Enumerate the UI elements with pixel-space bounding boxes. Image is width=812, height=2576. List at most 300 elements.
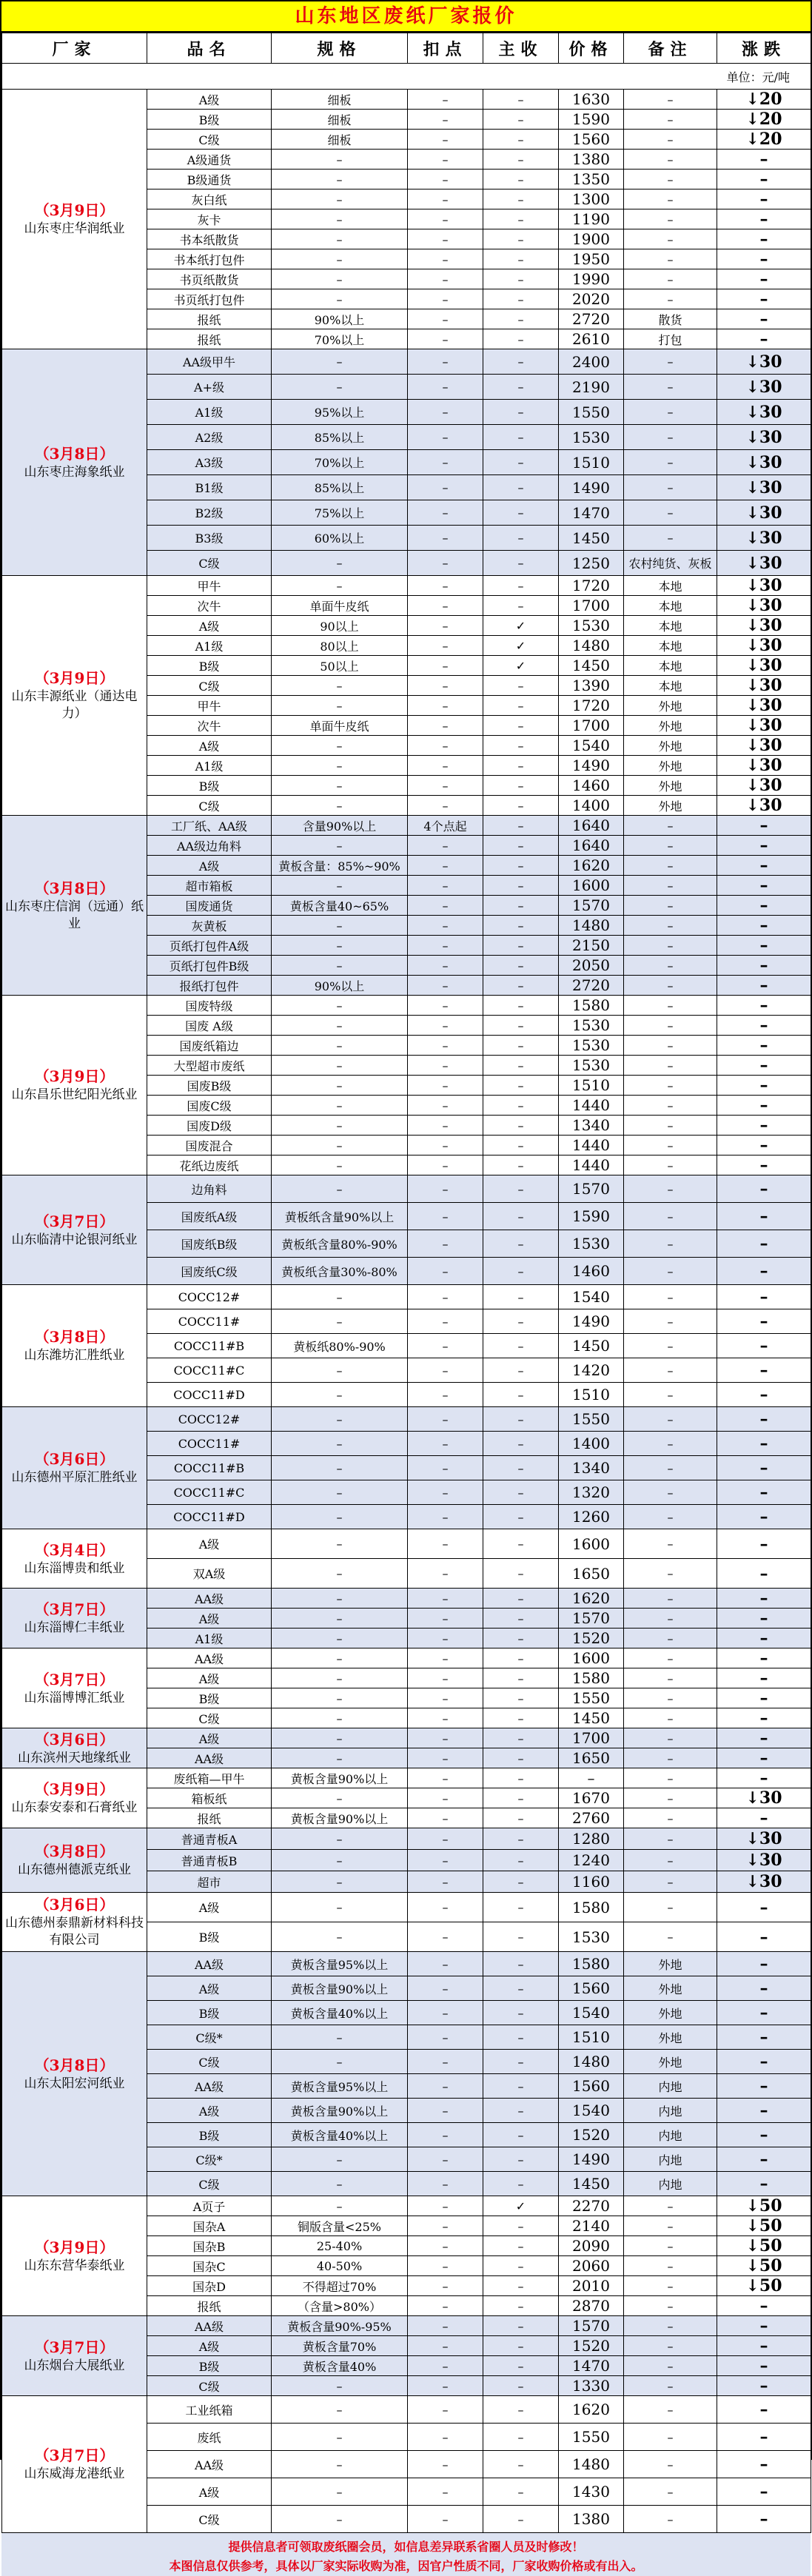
note-cell: – (624, 1922, 717, 1952)
factory-date: （3月8日） (34, 1842, 115, 1861)
change-cell: – (717, 309, 811, 329)
spec-cell: 黄板含量40%以上 (272, 2123, 408, 2147)
price-cell: 1380 (559, 150, 624, 170)
item-cell: 灰白纸 (147, 189, 272, 209)
header-price: 价格 (559, 33, 624, 64)
change-cell: – (717, 2424, 811, 2451)
deduct-cell: – (408, 696, 483, 716)
spec-cell: – (272, 1788, 408, 1808)
change-cell: – (717, 836, 811, 856)
factory-date: （3月7日） (34, 1600, 115, 1619)
spec-cell: – (272, 1871, 408, 1893)
note-cell: – (624, 475, 717, 500)
deduct-cell: – (408, 551, 483, 576)
main-cell: – (483, 249, 559, 269)
price-cell: 1440 (559, 1155, 624, 1175)
note-cell: – (624, 1407, 717, 1432)
unit-row (2, 64, 811, 90)
price-cell: 1510 (559, 1383, 624, 1407)
price-cell: 1540 (559, 736, 624, 756)
note-cell: – (624, 2356, 717, 2376)
main-cell: – (483, 836, 559, 856)
factory-cell (2, 1768, 147, 1828)
spec-cell: – (272, 1432, 408, 1456)
spec-cell: – (272, 1175, 408, 1203)
table-row (2, 1952, 811, 1976)
factory-date: （3月7日） (34, 1670, 115, 1688)
change-cell: – (717, 1668, 811, 1688)
main-cell: – (483, 1136, 559, 1155)
factory-cell (2, 1648, 147, 1728)
spec-cell: 黄板纸含量90%以上 (272, 1203, 408, 1230)
price-cell: – (559, 1768, 624, 1788)
item-cell: 国杂A (147, 2216, 272, 2236)
item-cell: 页纸打包件B级 (147, 956, 272, 976)
price-cell: 2050 (559, 956, 624, 976)
spec-cell: – (272, 375, 408, 400)
table-row (2, 2396, 811, 2424)
note-cell: 外地 (624, 756, 717, 776)
item-cell: B级 (147, 2001, 272, 2025)
price-cell: 1490 (559, 475, 624, 500)
change-cell: – (717, 1036, 811, 1056)
spec-cell: – (272, 1096, 408, 1116)
item-cell: 普通青板B (147, 1850, 272, 1871)
note-cell: – (624, 1383, 717, 1407)
deduct-cell: – (408, 796, 483, 816)
main-cell: – (483, 2001, 559, 2025)
note-cell: – (624, 1629, 717, 1648)
spec-cell: – (272, 916, 408, 936)
price-cell: 1540 (559, 1285, 624, 1309)
factory-name: 山东德州泰鼎新材料科技有限公司 (5, 1916, 144, 1948)
change-cell: – (717, 189, 811, 209)
price-cell: 1340 (559, 1116, 624, 1136)
note-cell: 外地 (624, 1952, 717, 1976)
factory-name: 山东淄博仁丰纸业 (24, 1620, 125, 1636)
spec-cell: – (272, 189, 408, 209)
item-cell: B级 (147, 2356, 272, 2376)
note-cell: – (624, 2506, 717, 2533)
change-cell: ↓30 (717, 425, 811, 450)
price-cell: 1620 (559, 856, 624, 876)
note-cell: 外地 (624, 736, 717, 756)
price-cell: 2270 (559, 2196, 624, 2216)
deduct-cell: – (408, 2296, 483, 2316)
note-cell: – (624, 500, 717, 526)
spec-cell: – (272, 1116, 408, 1136)
price-cell: 1700 (559, 1728, 624, 1748)
price-cell: 1530 (559, 1016, 624, 1036)
spec-cell: – (272, 1383, 408, 1407)
item-cell: 灰黄板 (147, 916, 272, 936)
change-cell: – (717, 1116, 811, 1136)
price-cell: 1400 (559, 796, 624, 816)
item-cell: COCC11#C (147, 1358, 272, 1383)
deduct-cell: – (408, 1808, 483, 1828)
note-cell: – (624, 189, 717, 209)
item-cell: A级 (147, 736, 272, 756)
deduct-cell: – (408, 289, 483, 309)
note-cell: – (624, 1728, 717, 1748)
main-cell: – (483, 2376, 559, 2396)
spec-cell: – (272, 1309, 408, 1334)
change-cell: – (717, 1016, 811, 1036)
spec-cell: – (272, 1285, 408, 1309)
change-cell: – (717, 289, 811, 309)
table-row (2, 816, 811, 836)
item-cell: A级 (147, 2478, 272, 2506)
change-cell: – (717, 1285, 811, 1309)
spec-cell: 黄板含量95%以上 (272, 2074, 408, 2099)
deduct-cell: – (408, 130, 483, 150)
factory-name: 山东潍坊汇胜纸业 (24, 1348, 125, 1364)
header-main: 主收 (483, 33, 559, 64)
item-cell: 国废C级 (147, 1096, 272, 1116)
main-cell: – (483, 2123, 559, 2147)
factory-cell (2, 1952, 147, 2196)
main-cell: – (483, 1016, 559, 1036)
change-cell: – (717, 916, 811, 936)
main-cell: – (483, 1230, 559, 1258)
main-cell: ✓ (483, 656, 559, 676)
change-cell: ↓30 (717, 1871, 811, 1893)
item-cell: 废纸 (147, 2424, 272, 2451)
main-cell: – (483, 209, 559, 229)
note-cell: – (624, 2336, 717, 2356)
deduct-cell: – (408, 876, 483, 896)
deduct-cell: – (408, 170, 483, 189)
main-cell: – (483, 1976, 559, 2001)
item-cell: C级* (147, 2025, 272, 2050)
change-cell: ↓50 (717, 2276, 811, 2296)
item-cell: 甲牛 (147, 696, 272, 716)
spec-cell: – (272, 696, 408, 716)
table-row (2, 1529, 811, 1559)
note-cell: – (624, 1609, 717, 1629)
price-table (1, 33, 811, 2533)
spec-cell: 细板 (272, 90, 408, 110)
deduct-cell: – (408, 2196, 483, 2216)
price-cell: 1380 (559, 2506, 624, 2533)
price-cell: 1990 (559, 269, 624, 289)
main-cell: – (483, 576, 559, 596)
factory-name: 山东淄博贵和纸业 (24, 1560, 125, 1576)
deduct-cell: – (408, 856, 483, 876)
factory-cell (2, 90, 147, 349)
item-cell: AA级 (147, 2316, 272, 2336)
main-cell: – (483, 130, 559, 150)
main-cell: – (483, 696, 559, 716)
item-cell: 国废特级 (147, 996, 272, 1016)
item-cell: A+级 (147, 375, 272, 400)
item-cell: 书本纸散货 (147, 229, 272, 249)
item-cell: AA级 (147, 1648, 272, 1668)
change-cell: ↓30 (717, 1828, 811, 1850)
deduct-cell: 4个点起 (408, 816, 483, 836)
item-cell: AA级 (147, 1952, 272, 1976)
main-cell: – (483, 1668, 559, 1688)
change-cell: – (717, 2074, 811, 2099)
item-cell: 国废纸A级 (147, 1203, 272, 1230)
spec-cell: – (272, 576, 408, 596)
main-cell: – (483, 349, 559, 375)
note-cell: 内地 (624, 2074, 717, 2099)
price-cell: 1580 (559, 1668, 624, 1688)
price-cell: 2020 (559, 289, 624, 309)
change-cell: ↓30 (717, 1788, 811, 1808)
note-cell: 外地 (624, 1976, 717, 2001)
main-cell: – (483, 526, 559, 551)
change-cell: – (717, 1056, 811, 1076)
note-cell: 内地 (624, 2099, 717, 2123)
note-cell: – (624, 1358, 717, 1383)
deduct-cell: – (408, 269, 483, 289)
factory-date: （3月6日） (34, 1896, 115, 1914)
spec-cell: – (272, 2396, 408, 2424)
main-cell: – (483, 1116, 559, 1136)
price-cell: 1480 (559, 636, 624, 656)
spec-cell: – (272, 150, 408, 170)
item-cell: COCC11# (147, 1309, 272, 1334)
item-cell: 普通青板A (147, 1828, 272, 1850)
deduct-cell: – (408, 475, 483, 500)
spec-cell: 75%以上 (272, 500, 408, 526)
note-cell: – (624, 856, 717, 876)
deduct-cell: – (408, 2099, 483, 2123)
change-cell: ↓20 (717, 130, 811, 150)
note-cell: – (624, 1850, 717, 1871)
spec-cell: 黄板纸含量30%-80% (272, 1258, 408, 1285)
deduct-cell: – (408, 1016, 483, 1036)
change-cell: – (717, 1768, 811, 1788)
note-cell: – (624, 2296, 717, 2316)
deduct-cell: – (408, 375, 483, 400)
deduct-cell: – (408, 716, 483, 736)
deduct-cell: – (408, 209, 483, 229)
deduct-cell: – (408, 1922, 483, 1952)
main-cell: – (483, 796, 559, 816)
deduct-cell: – (408, 90, 483, 110)
note-cell: – (624, 1136, 717, 1155)
deduct-cell: – (408, 1609, 483, 1629)
note-cell: – (624, 2216, 717, 2236)
deduct-cell: – (408, 1629, 483, 1648)
deduct-cell: – (408, 2172, 483, 2196)
item-cell: AA级 (147, 2074, 272, 2099)
note-cell: – (624, 1828, 717, 1850)
spec-cell: – (272, 2424, 408, 2451)
note-cell: 本地 (624, 636, 717, 656)
item-cell: A级 (147, 856, 272, 876)
item-cell: A级 (147, 1609, 272, 1629)
spec-cell: – (272, 1480, 408, 1505)
note-cell: – (624, 936, 717, 956)
main-cell: – (483, 1480, 559, 1505)
main-cell: – (483, 2316, 559, 2336)
main-cell: – (483, 976, 559, 996)
price-cell: 1550 (559, 2424, 624, 2451)
note-cell: 外地 (624, 716, 717, 736)
main-cell: – (483, 716, 559, 736)
deduct-cell: – (408, 2236, 483, 2256)
main-cell: – (483, 2050, 559, 2074)
change-cell: – (717, 2296, 811, 2316)
item-cell: A级 (147, 2336, 272, 2356)
price-cell: 1580 (559, 1952, 624, 1976)
item-cell: 超市箱板 (147, 876, 272, 896)
item-cell: C级 (147, 2506, 272, 2533)
main-cell: – (483, 2506, 559, 2533)
price-cell: 1390 (559, 676, 624, 696)
price-cell: 1450 (559, 656, 624, 676)
price-cell: 1640 (559, 816, 624, 836)
change-cell: – (717, 1609, 811, 1629)
note-cell: – (624, 1230, 717, 1258)
spec-cell: 85%以上 (272, 425, 408, 450)
price-cell: 1160 (559, 1871, 624, 1893)
item-cell: C级 (147, 551, 272, 576)
item-cell: 国废混合 (147, 1136, 272, 1155)
note-cell: – (624, 289, 717, 309)
item-cell: A3级 (147, 450, 272, 475)
deduct-cell: – (408, 1036, 483, 1056)
price-cell: 1720 (559, 696, 624, 716)
spec-cell: 70%以上 (272, 329, 408, 349)
note-cell: – (624, 269, 717, 289)
item-cell: COCC11#C (147, 1480, 272, 1505)
change-cell: – (717, 170, 811, 189)
item-cell: COCC11#B (147, 1456, 272, 1480)
note-cell: – (624, 170, 717, 189)
deduct-cell: – (408, 1334, 483, 1358)
price-cell: 1250 (559, 551, 624, 576)
main-cell: – (483, 500, 559, 526)
change-cell: – (717, 2376, 811, 2396)
item-cell: B级 (147, 1688, 272, 1708)
factory-cell (2, 1407, 147, 1529)
price-cell: 1480 (559, 2050, 624, 2074)
deduct-cell: – (408, 1096, 483, 1116)
item-cell: 工厂纸、AA级 (147, 816, 272, 836)
item-cell: 灰卡 (147, 209, 272, 229)
main-cell: – (483, 1309, 559, 1334)
spec-cell: – (272, 1136, 408, 1155)
note-cell: 本地 (624, 576, 717, 596)
deduct-cell: – (408, 776, 483, 796)
main-cell: – (483, 1808, 559, 1828)
note-cell: 打包 (624, 329, 717, 349)
main-cell: – (483, 2356, 559, 2376)
note-cell: 本地 (624, 656, 717, 676)
item-cell: COCC12# (147, 1407, 272, 1432)
price-cell: 1700 (559, 716, 624, 736)
factory-cell (2, 996, 147, 1175)
main-cell: – (483, 776, 559, 796)
deduct-cell: – (408, 836, 483, 856)
main-cell: – (483, 1096, 559, 1116)
price-cell: 1540 (559, 2099, 624, 2123)
price-cell: 1950 (559, 249, 624, 269)
main-cell: – (483, 736, 559, 756)
item-cell: C级 (147, 2376, 272, 2396)
spec-cell: – (272, 1505, 408, 1529)
note-cell: 农村纯货、灰板 (624, 551, 717, 576)
item-cell: A级 (147, 2099, 272, 2123)
price-cell: 1420 (559, 1358, 624, 1383)
change-cell: – (717, 1358, 811, 1383)
change-cell: ↓30 (717, 400, 811, 425)
item-cell: 花纸边废纸 (147, 1155, 272, 1175)
factory-date: （3月6日） (34, 1730, 115, 1748)
item-cell: AA级甲牛 (147, 349, 272, 375)
deduct-cell: – (408, 1688, 483, 1708)
main-cell: – (483, 2099, 559, 2123)
spec-cell: – (272, 796, 408, 816)
note-cell: – (624, 1258, 717, 1285)
spec-cell: 单面牛皮纸 (272, 596, 408, 616)
deduct-cell: – (408, 1748, 483, 1768)
item-cell: 废纸箱—甲牛 (147, 1768, 272, 1788)
item-cell: C级 (147, 676, 272, 696)
deduct-cell: – (408, 1871, 483, 1893)
main-cell: – (483, 996, 559, 1016)
factory-date: （3月7日） (34, 2446, 115, 2465)
change-cell: – (717, 956, 811, 976)
deduct-cell: – (408, 425, 483, 450)
price-cell: 2150 (559, 936, 624, 956)
note-cell: 本地 (624, 676, 717, 696)
spec-cell: – (272, 1629, 408, 1648)
spec-cell: – (272, 996, 408, 1016)
main-cell: – (483, 856, 559, 876)
note-cell: – (624, 1036, 717, 1056)
note-cell: 本地 (624, 596, 717, 616)
header-note: 备注 (624, 33, 717, 64)
factory-name: 山东泰安泰和石膏纸业 (11, 1800, 138, 1816)
spec-cell: 黄板纸80%-90% (272, 1334, 408, 1358)
footer-line-1: 提供信息者可领取废纸圈会员，如信息差异联系省圈人员及时修改！ (228, 2540, 584, 2554)
table-row (2, 90, 811, 110)
price-cell: 1460 (559, 776, 624, 796)
main-cell: – (483, 1850, 559, 1871)
change-cell: – (717, 1175, 811, 1203)
change-cell: ↓30 (717, 696, 811, 716)
change-cell: – (717, 1456, 811, 1480)
price-cell: 1550 (559, 400, 624, 425)
price-cell: 1600 (559, 1648, 624, 1668)
item-cell: AA级 (147, 1748, 272, 1768)
change-cell: – (717, 269, 811, 289)
factory-name: 山东枣庄海象纸业 (24, 464, 125, 480)
spec-cell: 不得超过70% (272, 2276, 408, 2296)
factory-cell (2, 1285, 147, 1407)
item-cell: AA级 (147, 1589, 272, 1609)
item-cell: COCC12# (147, 1285, 272, 1309)
item-cell: 次牛 (147, 716, 272, 736)
item-cell: A1级 (147, 400, 272, 425)
change-cell: – (717, 1432, 811, 1456)
factory-date: （3月8日） (34, 444, 115, 463)
table-row (2, 576, 811, 596)
item-cell: COCC11#D (147, 1505, 272, 1529)
change-cell: – (717, 816, 811, 836)
note-cell: – (624, 150, 717, 170)
item-cell: 书页纸打包件 (147, 289, 272, 309)
factory-date: （3月9日） (34, 201, 115, 220)
note-cell: 本地 (624, 616, 717, 636)
price-cell: 1700 (559, 596, 624, 616)
